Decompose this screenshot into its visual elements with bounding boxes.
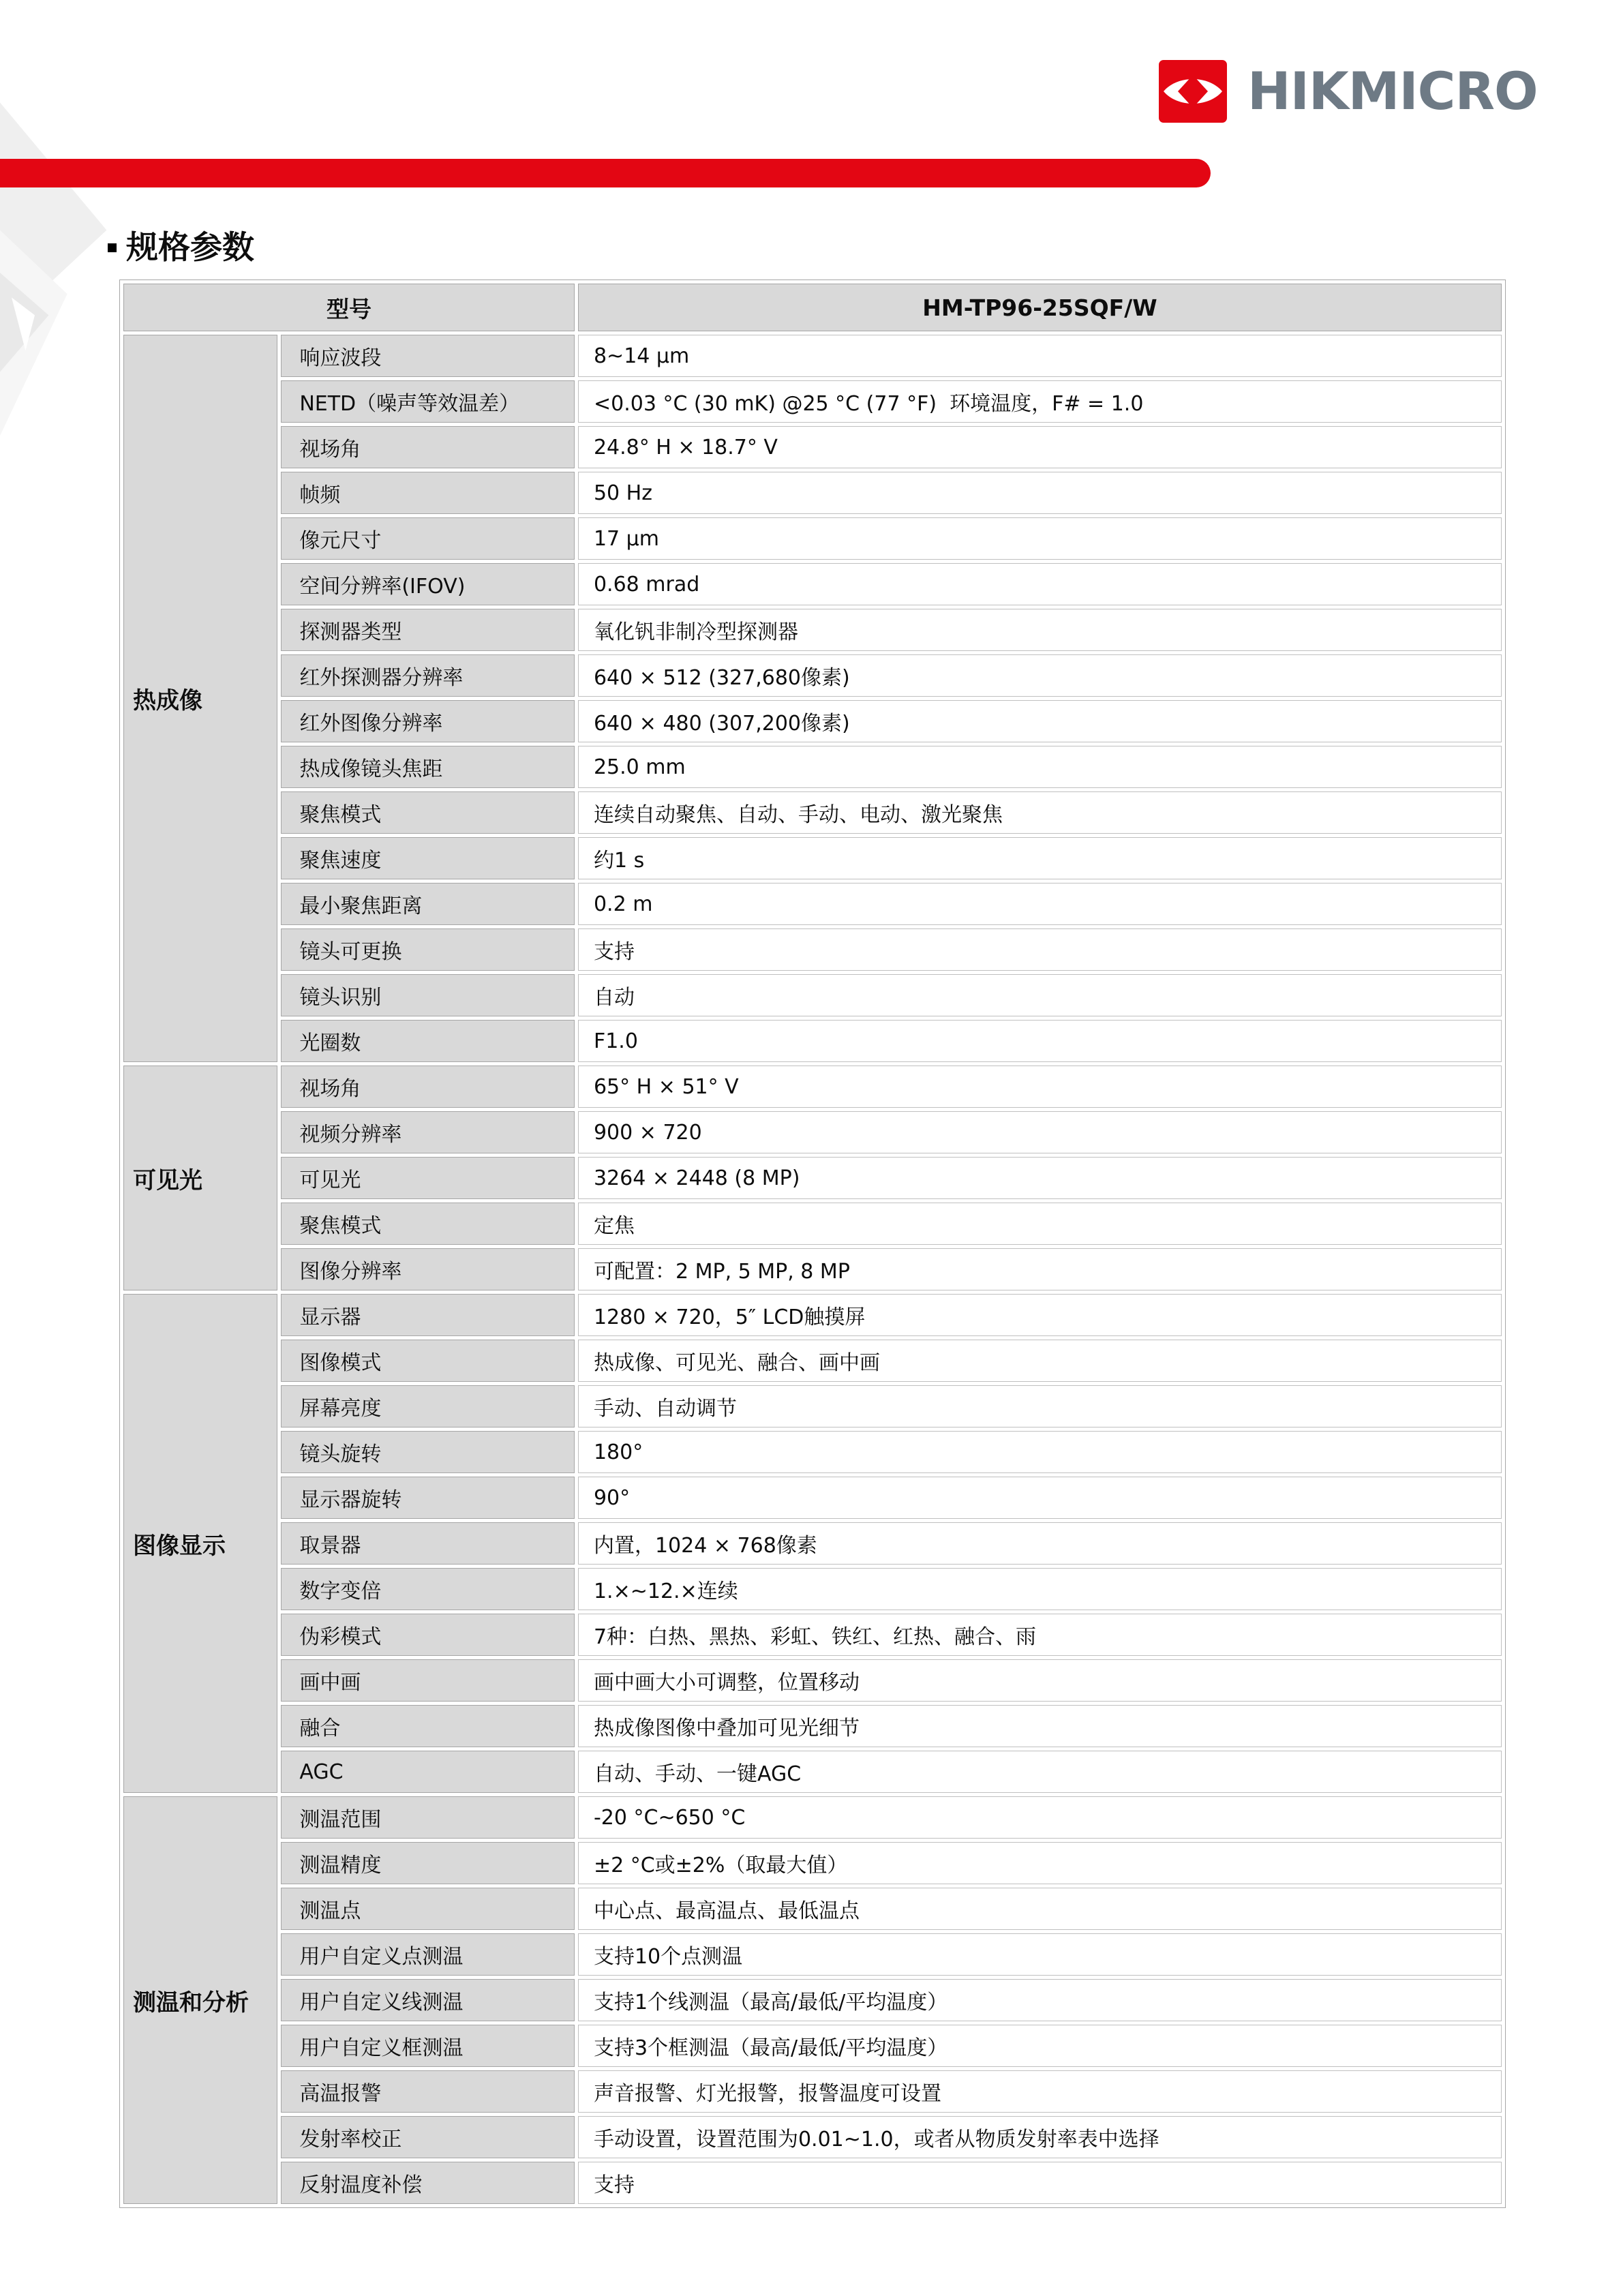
table-row — [123, 472, 1502, 514]
parameter-cell: 图像分辨率 — [281, 1248, 575, 1290]
table-row — [123, 974, 1502, 1016]
table-row — [123, 1614, 1502, 1656]
value-cell: 手动设置，设置范围为0.01~1.0，或者从物质发射率表中选择 — [578, 2116, 1502, 2158]
value-cell: 自动 — [578, 974, 1502, 1016]
category-cell: 热成像 — [123, 335, 277, 1062]
header-model-value: HM-TP96-25SQF/W — [578, 284, 1502, 331]
value-cell: 画中画大小可调整，位置移动 — [578, 1659, 1502, 1702]
table-row — [123, 837, 1502, 879]
value-cell: 定焦 — [578, 1203, 1502, 1245]
parameter-cell: 可见光 — [281, 1157, 575, 1199]
table-row — [123, 1522, 1502, 1565]
table-row — [123, 1020, 1502, 1062]
value-cell: 支持1个线测温（最高/最低/平均温度） — [578, 1979, 1502, 2021]
table-row — [123, 609, 1502, 651]
parameter-cell: 取景器 — [281, 1522, 575, 1565]
table-row — [123, 1796, 1502, 1839]
table-row — [123, 1751, 1502, 1793]
parameter-cell: 镜头可更换 — [281, 928, 575, 971]
value-cell: 640 × 512 (327,680像素) — [578, 654, 1502, 697]
header-model-label: 型号 — [123, 284, 575, 331]
parameter-cell: 融合 — [281, 1705, 575, 1747]
value-cell: 0.2 m — [578, 883, 1502, 925]
table-row — [123, 1111, 1502, 1153]
parameter-cell: 镜头旋转 — [281, 1431, 575, 1473]
brand-name: HIKMICRO — [1247, 61, 1538, 121]
red-banner-bar — [0, 159, 1211, 187]
value-cell: 65° H × 51° V — [578, 1066, 1502, 1108]
parameter-cell: 红外图像分辨率 — [281, 700, 575, 742]
table-row — [123, 1659, 1502, 1702]
table-row — [123, 517, 1502, 560]
parameter-cell: 光圈数 — [281, 1020, 575, 1062]
table-header-row — [123, 284, 1502, 331]
parameter-cell: 聚焦速度 — [281, 837, 575, 879]
table-row — [123, 1477, 1502, 1519]
parameter-cell: NETD（噪声等效温差） — [281, 380, 575, 423]
value-cell: 1.×~12.×连续 — [578, 1568, 1502, 1610]
page-title: 规格参数 — [126, 229, 254, 267]
parameter-cell: 聚焦模式 — [281, 791, 575, 834]
spec-table-body — [123, 335, 1502, 2204]
value-cell: 支持3个框测温（最高/最低/平均温度） — [578, 2025, 1502, 2067]
watermark-facet — [0, 95, 116, 450]
parameter-cell: 画中画 — [281, 1659, 575, 1702]
table-row — [123, 1842, 1502, 1884]
spec-table — [119, 280, 1506, 2208]
parameter-cell: 用户自定义线测温 — [281, 1979, 575, 2021]
table-row — [123, 1431, 1502, 1473]
section-title — [108, 230, 254, 266]
table-row — [123, 1979, 1502, 2021]
parameter-cell: 高温报警 — [281, 2070, 575, 2113]
value-cell: 1280 × 720，5″ LCD触摸屏 — [578, 1294, 1502, 1336]
value-cell: 声音报警、灯光报警，报警温度可设置 — [578, 2070, 1502, 2113]
table-row — [123, 1294, 1502, 1336]
watermark-graphic — [0, 95, 116, 450]
parameter-cell: 发射率校正 — [281, 2116, 575, 2158]
table-row — [123, 700, 1502, 742]
value-cell: 自动、手动、一键AGC — [578, 1751, 1502, 1793]
value-cell: 内置，1024 × 768像素 — [578, 1522, 1502, 1565]
table-row — [123, 1340, 1502, 1382]
parameter-cell: 热成像镜头焦距 — [281, 746, 575, 788]
table-row — [123, 1157, 1502, 1199]
value-cell: 8~14 μm — [578, 335, 1502, 377]
table-row — [123, 1203, 1502, 1245]
table-row — [123, 2070, 1502, 2113]
value-cell: 25.0 mm — [578, 746, 1502, 788]
parameter-cell: 数字变倍 — [281, 1568, 575, 1610]
value-cell: 可配置：2 MP, 5 MP, 8 MP — [578, 1248, 1502, 1290]
watermark-facet — [0, 95, 116, 450]
parameter-cell: 伪彩模式 — [281, 1614, 575, 1656]
parameter-cell: 视频分辨率 — [281, 1111, 575, 1153]
value-cell: <0.03 °C (30 mK) @25 °C (77 °F) 环境温度，F# = 1.0 — [578, 380, 1502, 423]
hikmicro-eye-icon — [1159, 60, 1227, 123]
parameter-cell: 响应波段 — [281, 335, 575, 377]
parameter-cell: 显示器旋转 — [281, 1477, 575, 1519]
value-cell: 支持10个点测温 — [578, 1933, 1502, 1976]
value-cell: 手动、自动调节 — [578, 1385, 1502, 1428]
table-row — [123, 746, 1502, 788]
value-cell: 24.8° H × 18.7° V — [578, 426, 1502, 468]
parameter-cell: 像元尺寸 — [281, 517, 575, 560]
value-cell: -20 °C~650 °C — [578, 1796, 1502, 1839]
category-cell: 图像显示 — [123, 1294, 277, 1793]
value-cell: 氧化钒非制冷型探测器 — [578, 609, 1502, 651]
table-row — [123, 1248, 1502, 1290]
value-cell: 支持 — [578, 2162, 1502, 2204]
parameter-cell: 测温范围 — [281, 1796, 575, 1839]
parameter-cell: 探测器类型 — [281, 609, 575, 651]
table-row — [123, 1385, 1502, 1428]
table-row — [123, 2116, 1502, 2158]
parameter-cell: 屏幕亮度 — [281, 1385, 575, 1428]
table-row — [123, 791, 1502, 834]
value-cell: 0.68 mrad — [578, 563, 1502, 605]
table-row — [123, 1888, 1502, 1930]
value-cell: 640 × 480 (307,200像素) — [578, 700, 1502, 742]
watermark-facet — [0, 95, 116, 450]
parameter-cell: 视场角 — [281, 1066, 575, 1108]
parameter-cell: 视场角 — [281, 426, 575, 468]
value-cell: 90° — [578, 1477, 1502, 1519]
parameter-cell: 帧频 — [281, 472, 575, 514]
table-row — [123, 2162, 1502, 2204]
value-cell: 热成像、可见光、融合、画中画 — [578, 1340, 1502, 1382]
category-cell: 测温和分析 — [123, 1796, 277, 2204]
parameter-cell: 显示器 — [281, 1294, 575, 1336]
value-cell: 连续自动聚焦、自动、手动、电动、激光聚焦 — [578, 791, 1502, 834]
parameter-cell: 最小聚焦距离 — [281, 883, 575, 925]
table-row — [123, 2025, 1502, 2067]
parameter-cell: 用户自定义框测温 — [281, 2025, 575, 2067]
value-cell: 热成像图像中叠加可见光细节 — [578, 1705, 1502, 1747]
parameter-cell: AGC — [281, 1751, 575, 1793]
table-row — [123, 563, 1502, 605]
table-row — [123, 335, 1502, 377]
parameter-cell: 测温精度 — [281, 1842, 575, 1884]
watermark-facet — [0, 95, 116, 450]
table-row — [123, 1066, 1502, 1108]
value-cell: 中心点、最高温点、最低温点 — [578, 1888, 1502, 1930]
table-row — [123, 380, 1502, 423]
value-cell: 约1 s — [578, 837, 1502, 879]
value-cell: 180° — [578, 1431, 1502, 1473]
parameter-cell: 图像模式 — [281, 1340, 575, 1382]
value-cell: 50 Hz — [578, 472, 1502, 514]
table-row — [123, 883, 1502, 925]
parameter-cell: 用户自定义点测温 — [281, 1933, 575, 1976]
parameter-cell: 反射温度补偿 — [281, 2162, 575, 2204]
category-cell: 可见光 — [123, 1066, 277, 1290]
value-cell: 17 μm — [578, 517, 1502, 560]
title-bullet-icon — [108, 243, 117, 252]
value-cell: 支持 — [578, 928, 1502, 971]
table-row — [123, 654, 1502, 697]
table-row — [123, 928, 1502, 971]
parameter-cell: 红外探测器分辨率 — [281, 654, 575, 697]
value-cell: 900 × 720 — [578, 1111, 1502, 1153]
value-cell: F1.0 — [578, 1020, 1502, 1062]
parameter-cell: 空间分辨率(IFOV) — [281, 563, 575, 605]
parameter-cell: 聚焦模式 — [281, 1203, 575, 1245]
brand-logo — [1159, 60, 1538, 123]
value-cell: 3264 × 2448 (8 MP) — [578, 1157, 1502, 1199]
table-row — [123, 1933, 1502, 1976]
parameter-cell: 测温点 — [281, 1888, 575, 1930]
parameter-cell: 镜头识别 — [281, 974, 575, 1016]
value-cell: 7种：白热、黑热、彩虹、铁红、红热、融合、雨 — [578, 1614, 1502, 1656]
table-row — [123, 426, 1502, 468]
value-cell: ±2 °C或±2%（取最大值） — [578, 1842, 1502, 1884]
table-row — [123, 1705, 1502, 1747]
table-row — [123, 1568, 1502, 1610]
